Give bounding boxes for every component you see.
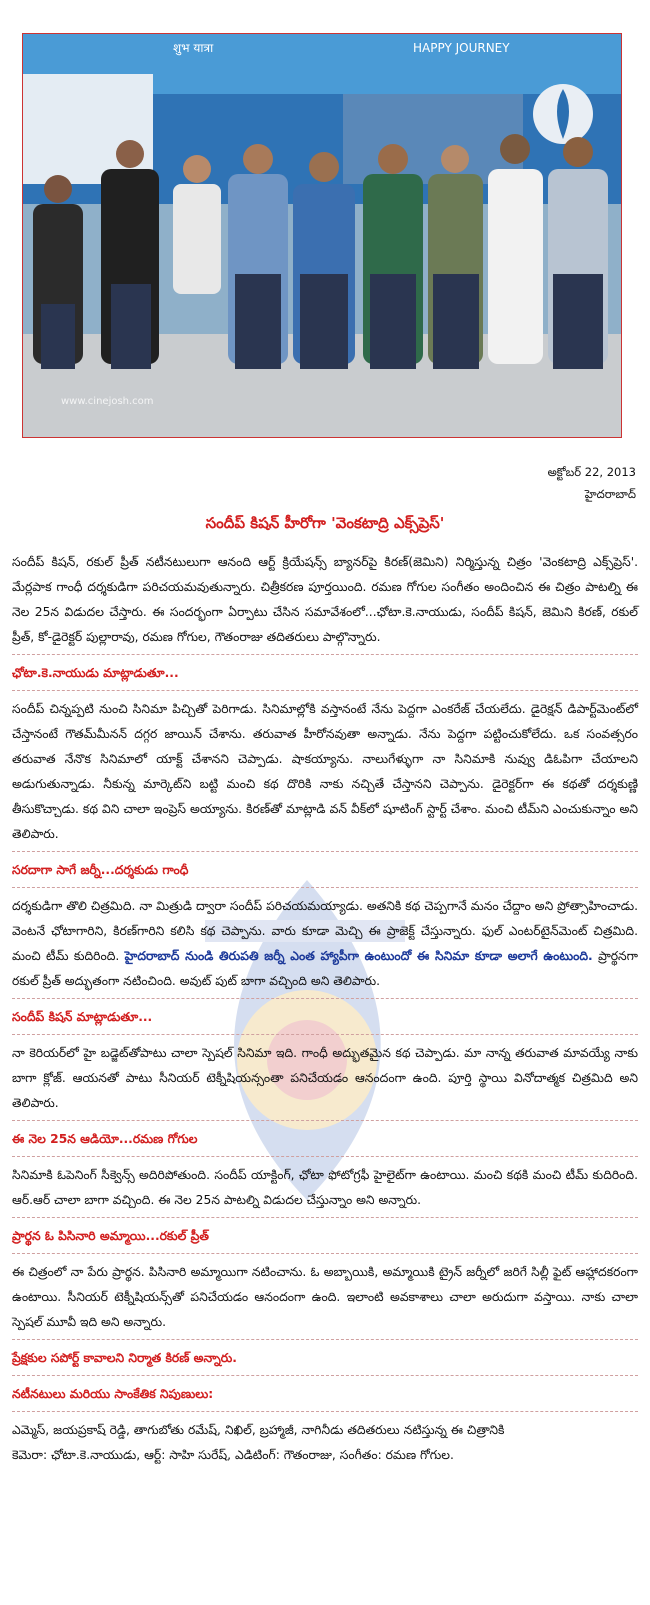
divider	[12, 1375, 638, 1376]
divider	[12, 654, 638, 655]
banner-right-text: HAPPY JOURNEY	[413, 41, 510, 55]
divider	[12, 1339, 638, 1340]
divider	[12, 1156, 638, 1157]
divider	[12, 887, 638, 888]
divider	[12, 690, 638, 691]
divider	[12, 1120, 638, 1121]
section-text-part: ప్రార్థనగా రకుల్ ప్రీత్ అద్భుతంగా నటించింది. అవుట్ పుట్ బాగా వచ్చింది అని తెలిపారు.	[12, 949, 638, 988]
group-photo-illustration	[23, 34, 621, 437]
divider	[12, 851, 638, 852]
section-heading: సందీప్ కిషన్ మాట్లాడుతూ...	[12, 1010, 153, 1024]
banner-left-text: शुभ यात्रा	[173, 41, 214, 55]
section-text: ఈ చిత్రంలో నా పేరు ప్రార్థన. పిసినారి అమ్మాయిగా నటించాను. ఓ అబ్బాయికి, అమ్మాయికి ట్రైన్ జర్నీలో జరిగే సిల్లీ ఫైట్ ఆహ్లాదకరంగా ఉంటాయి. సీనియర్ టెక్నీషియన్స్‌తో పనిచేయడం ఆనందంగా ఉంది. ఇలాంటి అవకాశాలు చాలా అరుదుగా వస్తాయి. నాకు చాలా స్పెషల్ మూవీ ఇది అని అన్నారు.	[12, 1265, 638, 1329]
divider	[12, 1034, 638, 1035]
article-headline: సందీప్ కిషన్ హీరోగా 'వెంకటాద్రి ఎక్స్‌ప్రెస్'	[205, 514, 445, 532]
section-text	[12, 894, 638, 994]
divider	[12, 1411, 638, 1412]
article-date: అక్టోబర్ 22, 2013	[547, 465, 636, 479]
section-text: సినిమాకి ఓపెనింగ్ సీక్వెన్స్ అదిరిపోతుంది. సందీప్ యాక్టింగ్, ఛోటా ఫోటోగ్రఫీ హైలైట్‌గా ఉంటాయి. మంచి కథకి మంచి టీమ్ కుదిరింది. ఆర్.ఆర్ చాలా బాగా వచ్చింది. ఈ నెల 25న పాటల్ని విడుదల చేస్తున్నాం అని అన్నారు.	[12, 1168, 638, 1207]
article-body	[12, 550, 638, 1468]
highlighted-quote: హైదరాబాద్ నుండి తిరుపతి జర్నీ ఎంత హ్యాపీగా ఉంటుందో ఈ సినిమా కూడా అలాగే ఉంటుంది.	[124, 949, 593, 963]
divider	[12, 1217, 638, 1218]
section-heading: ఛోటా.కె.నాయుడు మాట్లాడుతూ...	[12, 666, 179, 680]
section-text: నా కెరియర్‌లో హై బడ్జెట్‌తోపాటు చాలా స్పెషల్ సినిమా ఇది. గాంధీ అద్భుతమైన కథ చెప్పాడు. మా నాన్న తరువాత మావయ్యే నాకు బాగా క్లోజ్. ఆయనతో పాటు సీనియర్ టెక్నీషియన్సంతా పనిచేయడం ఆనందంగా ఉంది. పూర్తి స్థాయి వినోదాత్మక చిత్రమిది అని తెలిపారు.	[12, 1046, 638, 1110]
section-heading: సరదాగా సాగే జర్నీ...దర్శకుడు గాంధీ	[12, 863, 189, 877]
section-text: సందీప్ చిన్నప్పటి నుంచి సినిమా పిచ్చితో పెరిగాడు. సినిమాల్లోకి వస్తానంటే నేను పెద్దగా ఎంకరేజ్ చేయలేదు. డైరెక్షన్ డిపార్ట్‌మెంట్‌లో చేస్తానంటే గౌతమ్‌మీనన్ దగ్గర జాయిన్ చేశాను. తరువాత హీరోనవుతా అన్నాడు. నేను పెద్దగా పట్టించుకోలేదు. ఒక సంవత్సరం తరువాత నేనొక సినిమాలో యాక్ట్ చేశానని చెప్పాడు. షాకయ్యాను. నాలుగేళ్ళుగా నా సినిమాకి నువ్వు డిఓపిగా చేయాలని అడుగుతున్నాడు. నీకున్న మార్కెట్‌ని బట్టి మంచి కథ దొరికి నాకు నచ్చితే చేస్తానని చెప్పాను. డైరెక్టర్‌గా ఈ కథతో దర్శకుణ్ణి తీసుకొచ్చాడు. కథ విని చాలా ఇంప్రెస్ అయ్యాను. కిరణ్‌తో మాట్లాడి వన్ వీక్‌లో షూటింగ్ స్టార్ట్ చేశాం. మంచి టీమ్‌ని ఎంచుకున్నాం అని తెలిపారు.	[12, 702, 638, 841]
press-meet-photo	[22, 33, 622, 438]
intro-paragraph: సందీప్ కిషన్, రకుల్ ప్రీత్ నటీనటులుగా ఆనంది ఆర్ట్ క్రియేషన్స్ బ్యానర్‌పై కిరణ్(జెమిని) నిర్మిస్తున్న చిత్రం 'వెంకటాద్రి ఎక్స్‌ప్రెస్'. మేర్లపాక గాంధీ దర్శకుడిగా పరిచయమవుతున్నారు. చిత్రీకరణ పూర్తయింది. రమణ గోగుల సంగీతం అందించిన ఈ చిత్రం పాటల్ని ఈ నెల 25న విడుదల చేస్తారు. ఈ సందర్భంగా ఏర్పాటు చేసిన సమావేశంలో...ఛోటా.కె.నాయుడు, సందీప్ కిషన్, జెమిని కిరణ్, రకుల్ ప్రీత్, కో-డైరెక్టర్ పుల్లారావు, రమణ గోగుల, గౌతంరాజు తదితరులు పాల్గొన్నారు.	[12, 555, 638, 644]
divider	[12, 1253, 638, 1254]
article-place: హైదరాబాద్	[584, 487, 636, 501]
section-text-part: దర్శకుడిగా తొలి చిత్రమిది. నా మిత్రుడి ద్వారా సందీప్ పరిచయమయ్యాడు. అతనికి కథ చెప్పగానే మనం చేద్దాం అని ప్రోత్సాహించాడు. వెంటనే ఛోటాగారిని, కిరణ్‌గారిని కలిసి కథ చెప్పాను. వారు కూడా మెచ్చి ఈ ప్రాజెక్ట్ చేస్తున్నారు. ఫుల్ ఎంటర్‌టైన్‌మెంట్ చిత్రమిది. మంచి టీమ్ కుదిరింది.	[12, 899, 638, 963]
photo-watermark: www.cinejosh.com	[61, 396, 154, 407]
credits-crew: కెమెరా: ఛోటా.కె.నాయుడు, ఆర్ట్: సాహి సురేష్, ఎడిటింగ్: గౌతంరాజు, సంగీతం: రమణ గోగుల.	[12, 1448, 454, 1462]
section-heading: ఈ నెల 25న ఆడియో...రమణ గోగుల	[12, 1132, 198, 1146]
credits-cast: ఎమ్మెస్, జయప్రకాష్ రెడ్డి, తాగుబోతు రమేష్, నిఖిల్, బ్రహ్మాజీ, నాగినీడు తదితరులు నటిస్తున్న ఈ చిత్రానికి	[12, 1423, 505, 1437]
section-heading: ప్రార్థన ఓ పిసినారి అమ్మాయి...రకుల్ ప్రీత్	[12, 1229, 209, 1243]
divider	[12, 998, 638, 999]
dateline	[548, 461, 636, 505]
closing-line: ప్రేక్షకుల సపోర్ట్ కావాలని నిర్మాత కిరణ్ అన్నారు.	[12, 1351, 237, 1365]
credits-heading: నటీనటులు మరియు సాంకేతిక నిపుణులు:	[12, 1387, 214, 1401]
